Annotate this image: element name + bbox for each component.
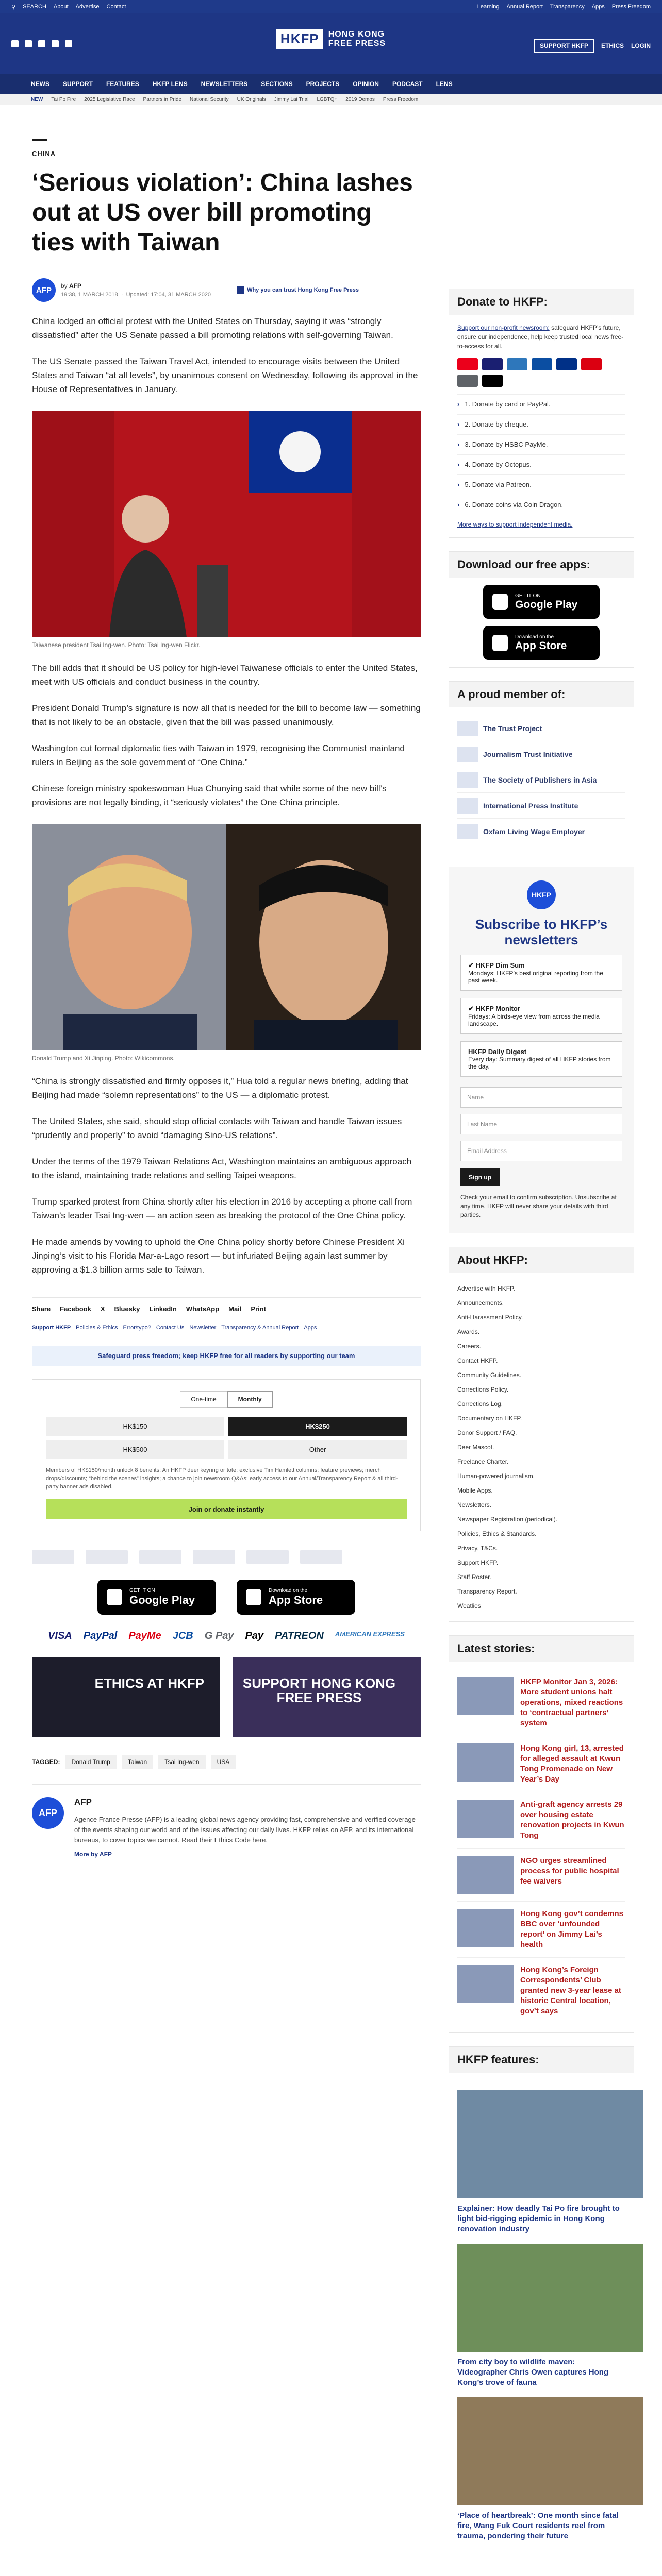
newsletter-option-desc: Every day: Summary digest of all HKFP stories from the day. [468,1056,611,1070]
google-play-small: GET IT ON [515,592,541,599]
about-block [449,1247,634,1622]
member-logo-label: The Society of Publishers in Asia [483,775,597,784]
about-link[interactable]: Community Guidelines. [457,1371,522,1379]
share-linkedin-link[interactable]: LinkedIn [149,1305,177,1313]
nav-item-podcast[interactable]: PODCAST [392,80,423,88]
ipi-icon [457,798,478,814]
share-facebook-link[interactable]: Facebook [60,1305,91,1313]
ipi-logo[interactable] [193,1550,235,1564]
facebook-icon[interactable] [11,40,19,47]
latest-story-thumbnail [457,1909,514,1947]
about-link[interactable]: Newspaper Registration (periodical). [457,1516,558,1523]
about-link[interactable]: Advertise with HKFP. [457,1285,515,1292]
member-logo-label: Oxfam Living Wage Employer [483,827,585,836]
newsletter-option-name: ✔ HKFP Dim Sum [468,961,615,970]
latest-block [449,1635,634,2033]
nav-item-features[interactable]: FEATURES [106,80,139,88]
oxfam-logo[interactable] [246,1550,289,1564]
newsletter-option-name: HKFP Daily Digest [468,1048,527,1056]
main-nav [0,74,662,94]
tag-link[interactable]: Tsai Ing-wen [158,1755,205,1769]
about-link[interactable]: Contact HKFP. [457,1357,498,1364]
support-banner-text: SUPPORT HONG KONG FREE PRESS [242,1675,396,1705]
photo-caption: Donald Trump and Xi Jinping. Photo: Wikicommons. [32,1055,175,1062]
transparency-link[interactable]: Transparency & Annual Report [221,1325,299,1331]
feature-image [457,2090,643,2198]
about-link[interactable]: Deer Mascot. [457,1444,494,1451]
sopa-icon [457,772,478,788]
published-date: 19:38, 1 MARCH 2018 [61,292,118,298]
member-logo-label: International Press Institute [483,801,578,810]
share-mail-link[interactable]: Mail [228,1305,242,1313]
sidebar-google-play-badge[interactable] [483,585,600,619]
paypal-logo: PayPal [83,1630,118,1641]
trust-link[interactable] [237,286,359,294]
latest-story[interactable] [457,1670,625,1736]
top-utility-bar [0,0,662,13]
about-link[interactable]: Policies, Ethics & Standards. [457,1530,537,1537]
instagram-icon[interactable] [38,40,45,47]
latest-story[interactable] [457,1902,625,1958]
about-link[interactable]: Careers. [457,1343,482,1350]
donate-block-title: Donate to HKFP: [449,289,634,315]
author-box-bio: Agence France-Presse (AFP) is a leading global news agency providing fast, comprehensive and verified coverage of the events shaping our world and of the issues affecting our daily lives. HKFP relies on AFP, and its international bureaus, to cover topics we cannot. Read their Ethics Code here. [74,1816,416,1844]
tags [32,1755,421,1769]
latest-story-title: Hong Kong’s Foreign Correspondents’ Club granted new 3-year lease at historic Central location, gov’t says [520,1965,621,2015]
nav-item-opinion[interactable]: OPINION [353,80,379,88]
jcb-icon [532,358,552,370]
latest-story-thumbnail [457,1800,514,1838]
sidebar [449,289,634,2564]
dates: 19:38, 1 MARCH 2018 · Updated: 17:04, 31 MARCH 2020 [61,292,211,298]
payme-logo: PayMe [128,1630,161,1641]
amount-option[interactable]: HK$150 [46,1417,224,1436]
share-x-link[interactable]: X [100,1305,105,1313]
topbar-link-learning[interactable]: Learning [477,4,500,10]
newsletter-option-dim-sum[interactable] [460,955,622,991]
apple-icon [246,1589,261,1605]
payme-icon [581,358,602,370]
latest-block-title: Latest stories: [449,1636,634,1662]
jcb-logo: JCB [172,1630,193,1641]
chevron-right-icon: › [457,400,460,408]
nav-item-hkfp-lens[interactable]: HKFP LENS [152,80,188,88]
trending-item[interactable]: Press Freedom [383,96,419,103]
paragraph: Washington cut formal diplomatic ties with Taiwan in 1979, recognising the Communist mainland rulers in Beijing as the sole government of “One China.” [32,743,405,767]
chevron-right-icon: › [457,420,460,428]
donate-option[interactable] [457,434,625,454]
features-block [449,2046,634,2550]
more-ways-link[interactable]: More ways to support independent media. [457,521,573,528]
donate-option[interactable] [457,454,625,474]
about-link[interactable]: Anti-Harassment Policy. [457,1314,523,1321]
about-link[interactable]: Support HKFP. [457,1559,499,1566]
donate-option[interactable] [457,495,625,515]
newsletter-link[interactable]: Newsletter [189,1325,217,1331]
apps-block-title: Download our free apps: [449,552,634,578]
paragraph: The US Senate passed the Taiwan Travel Act, intended to encourage visits between the United States and Taiwan “at all levels”, by unanimous consent on Wednesday, following its approval in the House of Representatives in January. [32,357,418,394]
google-play-label: Google Play [129,1593,195,1606]
google-play-badge[interactable] [97,1580,216,1615]
sidebar-app-store-badge[interactable] [483,626,600,660]
partner-logos [32,1550,421,1564]
author-name[interactable]: AFP [69,282,82,290]
feature-title: Explainer: How deadly Tai Po fire brought to light bid-rigging epidemic in Hong Kong renovation industry [457,2204,620,2233]
masthead-actions [534,39,651,53]
trending-label: NEW [31,96,43,103]
features-list [449,2073,634,2550]
donate-widget [32,1379,421,1531]
latest-story-thumbnail [457,1965,514,2003]
social-icons [11,40,72,47]
site-logo[interactable] [276,29,386,49]
support-hkfp-button[interactable]: SUPPORT HKFP [534,39,594,53]
feature-image [457,2244,643,2352]
sopa-logo[interactable] [139,1550,181,1564]
newsletter-signup [449,867,634,1233]
topbar-link-advertise[interactable]: Advertise [75,4,100,10]
latest-list [449,1662,634,2032]
paragraph: President Donald Trump’s signature is now all that is needed for the bill to become law — something that is not likely to be an obstacle, given that the bill was passed unanimously. [32,703,421,727]
article-category[interactable]: CHINA [32,150,56,158]
amex-logo: AMERICAN EXPRESS [335,1630,405,1638]
latest-story[interactable] [457,1958,625,2024]
patreon-logo: PATREON [275,1630,324,1641]
paragraph: He made amends by vowing to uphold the One China policy shortly before Chinese President Xi Jinping’s visit to his Florida Mar-a-Lago resort — but infuriated Beijing again last summer by approving a $1.3 billion arms sale to Taiwan. [32,1237,405,1275]
tsai-photo-illustration [32,411,421,637]
chevron-right-icon: › [457,481,460,488]
mastercard-icon [457,358,478,370]
ethics-banner-text: ETHICS AT HKFP [94,1675,204,1691]
policies-link[interactable]: Policies & Ethics [76,1325,118,1331]
app-store-small: Download on the [515,634,554,640]
about-list [449,1273,634,1621]
amex-icon [507,358,527,370]
trust-project-icon [457,721,478,736]
newsletter-option-daily-digest[interactable] [460,1041,622,1077]
frequency-toggle [46,1391,407,1408]
member-logo[interactable] [457,716,625,741]
photo-tsai-image[interactable] [32,411,421,637]
about-link[interactable]: Weatlies [457,1602,481,1609]
about-link[interactable]: Corrections Policy. [457,1386,509,1393]
more-by-author-link[interactable]: More by AFP [74,1851,112,1858]
app-store-badges [32,1580,421,1615]
amount-options [46,1417,407,1459]
updated-date: Updated: 17:04, 31 MARCH 2020 [126,292,211,298]
logo-line-1: HONG KONG [328,29,385,39]
member-logos [449,707,634,853]
chevron-right-icon: › [457,501,460,509]
donate-option-label: 1. Donate by card or PayPal. [465,400,551,408]
google-play-small: GET IT ON [129,1587,155,1594]
google-play-label: Google Play [515,598,578,611]
donate-intro: safeguard HKFP’s future, ensure our independence, help keep trusted local news free-to-access for all. [457,324,624,350]
hkfp-lens-logo[interactable] [300,1550,342,1564]
apple-icon [492,635,508,651]
about-link[interactable]: Privacy, T&Cs. [457,1545,498,1552]
share-label: Share [32,1305,51,1313]
ethics-link[interactable]: ETHICS [601,42,624,49]
oxfam-icon [457,824,478,839]
one-time-tab[interactable]: One-time [180,1391,227,1408]
donate-option[interactable] [457,474,625,495]
chevron-right-icon: › [457,440,460,448]
kicker-rule [32,139,47,141]
member-block-title: A proud member of: [449,682,634,707]
topbar-link-about[interactable]: About [53,4,69,10]
nav-item-lens[interactable]: LENS [436,80,453,88]
author-box-avatar[interactable]: AFP [32,1797,64,1829]
amount-option[interactable]: HK$500 [46,1440,224,1459]
member-logo-label: The Trust Project [483,724,542,733]
latest-story-thumbnail [457,1677,514,1715]
app-store-small: Download on the [269,1587,308,1594]
safeguard-banner[interactable]: Safeguard press freedom; keep HKFP free for all readers by supporting our team [32,1346,421,1366]
share-bluesky-link[interactable]: Bluesky [114,1305,140,1313]
app-store-label: App Store [269,1593,323,1606]
monthly-tab[interactable]: Monthly [227,1391,273,1408]
newsletter-title: Subscribe to HKFP’s newsletters [475,917,608,947]
newsletter-logo: HKFP [527,880,556,909]
topbar-link-transparency[interactable]: Transparency [550,4,585,10]
paypal-icon [556,358,577,370]
about-link[interactable]: Human-powered journalism. [457,1472,535,1480]
newsletter-option-desc: Mondays: HKFP’s best original reporting from the past week. [468,970,603,984]
trust-link-text: Why you can trust Hong Kong Free Press [247,287,359,293]
donate-option-label: 5. Donate via Patreon. [465,481,532,488]
jti-icon [457,747,478,762]
app-store-badge[interactable] [237,1580,355,1615]
article-footer-links [32,1320,421,1335]
latest-story-title: Hong Kong girl, 13, arrested for alleged assault at Kwun Tong Promenade on New Year’s Day [520,1744,624,1784]
paragraph: The United States, she said, should stop official contacts with Taiwan and handle Taiwan issues “prudently and properly” to avoid “damaging Sino-US relations”. [32,1116,402,1140]
about-link[interactable]: Newsletters. [457,1501,492,1509]
rss-icon[interactable] [65,40,72,47]
trending-item[interactable]: Tai Po Fire [51,96,76,103]
features-block-title: HKFP features: [449,2047,634,2073]
feature-title: From city boy to wildlife maven: Videographer Chris Owen captures Hong Kong’s trove of fauna [457,2358,609,2387]
trust-icon [237,286,244,294]
paragraph: Trump sparked protest from China shortly after his election in 2016 by accepting a phone call from Taiwan’s leader Tsai Ing-wen — an action seen as breaking the protocol of the One China policy. [32,1197,412,1221]
share-whatsapp-link[interactable]: WhatsApp [186,1305,220,1313]
logo-wordmark [328,30,386,48]
join-donate-button[interactable]: Join or donate instantly [46,1499,407,1519]
byline [32,278,421,302]
trending-item[interactable]: National Security [190,96,229,103]
apple-pay-logo: Pay [245,1630,264,1641]
donate-option-label: 3. Donate by HSBC PayMe. [465,440,548,448]
about-link[interactable]: Corrections Log. [457,1400,503,1408]
last-name-field[interactable]: Last Name [460,1114,622,1134]
article-headline: ‘Serious violation’: China lashes out at US over bill promoting ties with Taiwan [32,169,413,256]
name-field[interactable]: Name [460,1087,622,1108]
apps-link[interactable]: Apps [304,1325,317,1331]
paragraph: China lodged an official protest with the United States on Thursday, saying it was “strongly dissatisfied” after the US Senate passed a bill promoting relations with self-governing Taiwan. [32,316,393,340]
trending-item[interactable]: Jimmy Lai Trial [274,96,309,103]
paragraph: Chinese foreign ministry spokeswoman Hua Chunying said that while some of the new bill’s provisions are not legally binding, it “seriously violates” the One China principle. [32,784,387,807]
login-link[interactable]: LOGIN [631,42,651,49]
member-logo-label: Journalism Trust Initiative [483,750,573,758]
paragraph: The bill adds that it should be US policy for high-level Taiwanese officials to enter the United States, meet with US officials and conduct business in the country. [32,663,418,687]
author-bio-box [32,1784,421,1858]
feature-story[interactable] [457,2090,625,2234]
support-hkfp-link[interactable]: Support HKFP [32,1325,71,1331]
author-line [61,282,211,290]
member-logo[interactable] [457,793,625,819]
author-avatar[interactable]: AFP [32,278,56,302]
latest-story-title: Anti-graft agency arrests 29 over housing estate renovation projects in Kwun Tong [520,1800,624,1840]
paragraph: Under the terms of the 1979 Taiwan Relations Act, Washington maintains an ambiguous approach to the island, maintaining trade relations and selling Taipei weapons. [32,1157,412,1180]
feature-story[interactable] [457,2244,625,2388]
about-link[interactable]: Announcements. [457,1299,504,1307]
donate-option-label: 4. Donate by Octopus. [465,461,532,468]
photo-trump-xi [32,824,421,1062]
nav-item-projects[interactable]: PROJECTS [306,80,340,88]
about-link[interactable]: Awards. [457,1328,480,1335]
x-icon[interactable] [25,40,32,47]
donate-option[interactable] [457,394,625,414]
latest-story-thumbnail [457,1856,514,1894]
trump-xi-photo-illustration [32,824,421,1050]
amount-option-other[interactable]: Other [228,1440,407,1459]
tag-link[interactable]: Donald Trump [65,1755,116,1769]
trending-bar [0,94,662,105]
trending-item[interactable]: Partners in Pride [143,96,182,103]
member-logo[interactable] [457,819,625,844]
chevron-right-icon: › [457,461,460,468]
member-logo[interactable] [457,767,625,793]
photo-tsai [32,411,421,649]
donate-option[interactable] [457,414,625,434]
newsletter-option-desc: Fridays: A birds-eye view from across the media landscape. [468,1013,600,1027]
member-logo[interactable] [457,741,625,767]
google-play-icon [492,594,508,610]
applepay-icon [482,375,503,387]
latest-story-title: HKFP Monitor Jan 3, 2026: More student unions halt operations, mixed reactions to ‘contractual partners’ system [520,1677,623,1727]
author-box-name[interactable]: AFP [74,1797,92,1807]
search-link[interactable]: SEARCH [23,4,46,10]
visa-logo: VISA [48,1630,72,1641]
article [32,139,421,1858]
donate-option-label: 2. Donate by cheque. [465,420,528,428]
author-prefix: by [61,282,68,290]
member-benefits-note: Members of HK$150/month unlock 8 benefits: An HKFP deer keyring or tote; exclusive Tim Hamlett columns; feature previews; merch drops/discounts; “behind the scenes” insights; a chance to join newsroom Q&As; early access to our Annual/Transparency Report & all third-party banner ads disabled. [46,1467,398,1490]
card-logos [457,358,625,387]
tags-label: TAGGED: [32,1758,60,1766]
trending-item[interactable]: 2025 Legislative Race [84,96,135,103]
about-link[interactable]: Transparency Report. [457,1588,517,1595]
feature-story[interactable] [457,2397,625,2541]
newsletter-note: Check your email to confirm subscription. Unsubscribe at any time. HKFP will never share your details with third parties. [460,1194,617,1218]
latest-story-title: NGO urges streamlined process for public hospital fee waivers [520,1856,619,1886]
logo-line-2: FREE PRESS [328,39,386,48]
tag-link[interactable]: Taiwan [122,1755,153,1769]
print-link[interactable]: Print [251,1305,267,1313]
google-pay-logo: G Pay [204,1630,234,1641]
about-link[interactable]: Mobile Apps. [457,1487,493,1494]
donate-block-body [449,315,634,537]
about-link[interactable]: Documentary on HKFP. [457,1415,522,1422]
newsletter-option-name: ✔ HKFP Monitor [468,1005,615,1013]
visa-icon [482,358,503,370]
support-banner[interactable] [233,1657,421,1737]
nav-item-newsletters[interactable]: NEWSLETTERS [201,80,248,88]
latest-story[interactable] [457,1736,625,1792]
about-link[interactable]: Donor Support / FAQ. [457,1429,517,1436]
feature-image [457,2397,643,2505]
app-store-label: App Store [515,639,567,652]
search-icon[interactable]: ⚲ [11,4,16,10]
latest-story[interactable] [457,1849,625,1902]
about-block-title: About HKFP: [449,1247,634,1273]
amount-option-selected[interactable]: HK$250 [228,1417,407,1436]
topbar-link-annual-report[interactable]: Annual Report [506,4,543,10]
apps-block [449,551,634,668]
google-play-icon [107,1589,122,1605]
trending-item[interactable]: LGBTQ+ [317,96,338,103]
payment-methods [32,1630,421,1642]
photo-caption: Taiwanese president Tsai Ing-wen. Photo: Tsai Ing-wen Flickr. [32,641,201,649]
nav-item-support[interactable]: SUPPORT [63,80,93,88]
trust-project-logo[interactable] [32,1550,74,1564]
support-newsroom-link[interactable]: Support our non-profit newsroom: [457,324,550,331]
topbar-link-apps[interactable]: Apps [591,4,605,10]
feature-title: ‘Place of heartbreak’: One month since fatal fire, Wang Fuk Court residents reel from trauma, pondering their future [457,2511,619,2540]
nav-item-sections[interactable]: SECTIONS [261,80,293,88]
donate-block [449,289,634,538]
trending-item[interactable]: 2019 Demos [345,96,375,103]
trending-item[interactable]: UK Originals [237,96,266,103]
donate-option-label: 6. Donate coins via Coin Dragon. [465,501,564,509]
topbar-link-press-freedom[interactable]: Press Freedom [611,4,651,10]
about-link[interactable]: Staff Roster. [457,1573,491,1581]
photo-trump-xi-image[interactable] [32,824,421,1050]
error-typo-link[interactable]: Error/typo? [123,1325,151,1331]
about-link[interactable]: Freelance Charter. [457,1458,509,1465]
paragraph: “China is strongly dissatisfied and firmly opposes it,” Hua told a regular news briefing, adding that Beijing had made “solemn representations” to the US — a diplomatic protest. [32,1076,408,1100]
latest-story-thumbnail [457,1743,514,1782]
email-field[interactable]: Email Address [460,1141,622,1161]
latest-story[interactable] [457,1792,625,1849]
member-block [449,681,634,853]
logo-mark: HKFP [276,29,323,49]
nav-item-news[interactable]: NEWS [31,80,49,88]
article-body [32,314,421,1277]
youtube-icon[interactable] [52,40,59,47]
sign-up-button[interactable]: Sign up [460,1168,500,1186]
share-bar [32,1297,421,1313]
latest-story-title: Hong Kong gov’t condemns BBC over ‘unfounded report’ on Jimmy Lai’s health [520,1909,623,1949]
newsletter-option-monitor[interactable] [460,998,622,1034]
author-box-content [74,1797,421,1858]
masthead [0,13,662,74]
gpay-icon [457,375,478,387]
contact-link[interactable]: Contact Us [156,1325,185,1331]
promo-banners [32,1657,421,1737]
topbar-link-contact[interactable]: Contact [106,4,126,10]
jti-logo[interactable] [86,1550,128,1564]
tag-link[interactable]: USA [211,1755,236,1769]
byline-text [61,282,211,298]
ethics-banner[interactable] [32,1657,220,1737]
